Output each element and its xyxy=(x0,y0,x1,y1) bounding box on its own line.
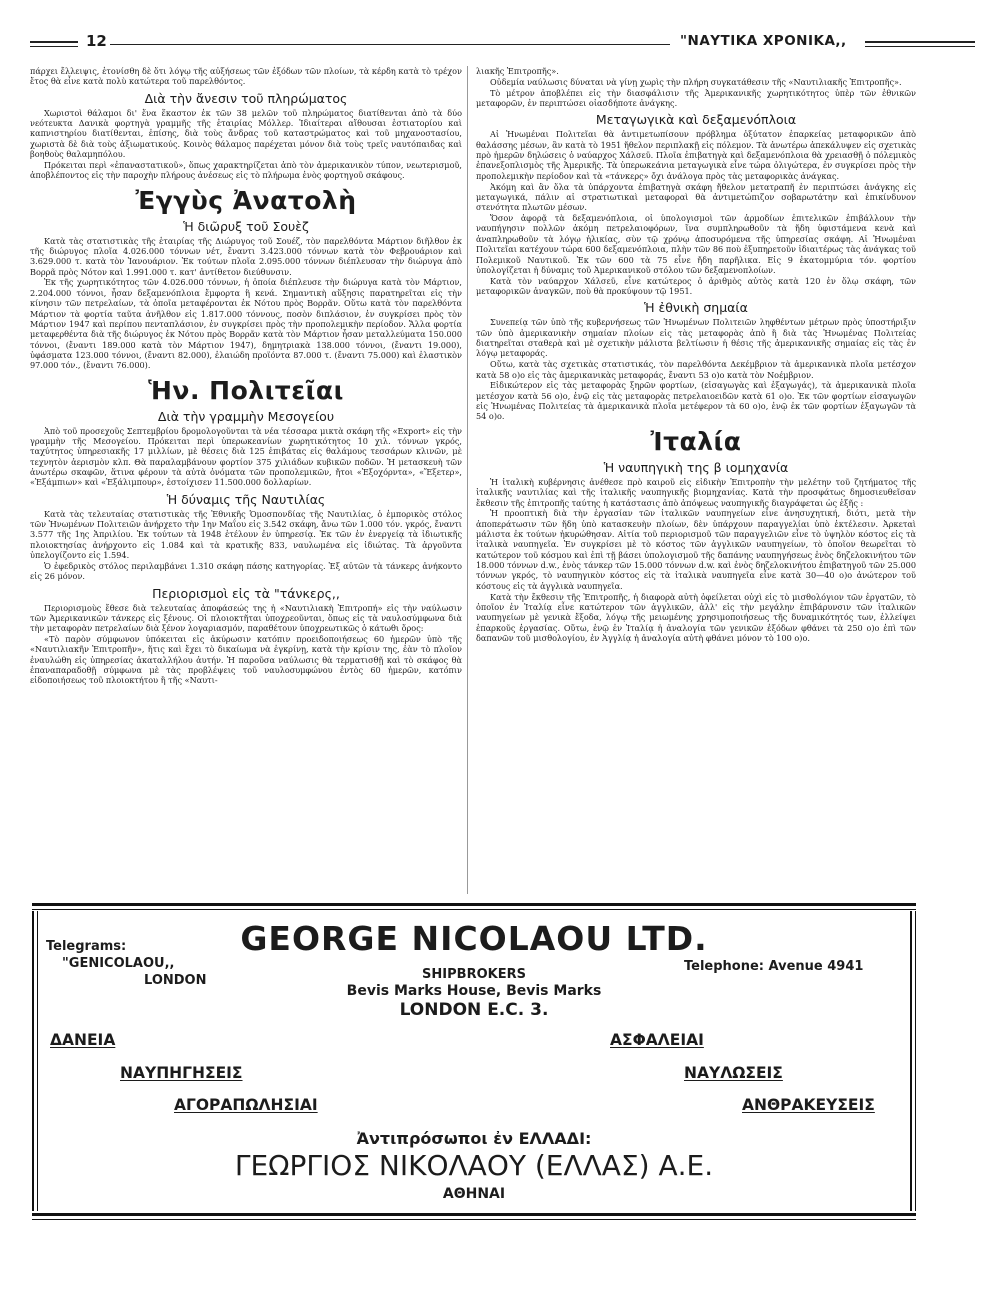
section-heading: Διὰ τὴν ἄνεσιν τοῦ πληρώματος xyxy=(144,90,348,106)
ad-service-charters: ΝΑΥΛΩΣΕΙΣ xyxy=(684,1064,783,1082)
paragraph: Αἱ Ἡνωμέναι Πολιτεῖαι θὰ ἀντιμετωπίσουν πρόβλημα ὀξύτατον ἐπαρκείας μεταφορικῶν ἀπὸ θαλάσσης μέσων, ἂν κατὰ τὸ 1951 ἤθελον περιπλακῇ εἰς πόλεμον. Τὰ ἀνωτέρω ἀπεκάλυψεν εἰς σχετικὰς πρὸ ἡμερῶν δηλώσεις ὁ ναύαρχος Χάλσεϋ. Πλοῖα ἐπιβατηγὰ καὶ δεξαμενόπλοια θὰ χρειασθῇ ὁ πόλεμικὸς ἐπανεξοπλισμὸς τῆς Ἀμερικῆς. Τὰ ὑπερωκεάνια μεταγωγικὰ εἶνε τώρα ὀλιγώτερα, ἐν συγκρίσει πρὸς τὴν προπολεμικὴν περίοδον καὶ τὰ «τάνκερς» ὄχι ἀνάλογα πρὸς τὰς μεταφορικὰς ἀνάγκας. xyxy=(476,129,916,181)
region-heading: Ἡν. Πολιτεῖαι xyxy=(148,375,344,405)
section-heading: Ἡ ἐθνικὴ σημαία xyxy=(644,300,748,316)
journal-title: "ΝΑΥΤΙΚΑ ΧΡΟΝΙΚΑ,, xyxy=(680,33,847,49)
right-column xyxy=(476,66,916,894)
header-rule-left xyxy=(30,41,78,43)
region-heading: Ἰταλία xyxy=(650,426,742,456)
paragraph: Χωριστοὶ θάλαμοι δι' ἕνα ἕκαστον ἐκ τῶν 38 μελῶν τοῦ πληρώματος διατίθενται ἀπὸ τὰ δύο νεότευκτα Δανικὰ φορτηγὰ γραμμῆς τῆς ἑταιρίας Μόλλερ. Ἰδιαίτεραι αἴθουσαι ἑστιατορίου καὶ καπνιστηρίου διατίθενται, ἐπίσης, διὰ τοὺς ἄνδρας τοῦ καταστρώματος καὶ τοῦ μηχανοστασίου, χωριστὰ δὲ διὰ τοὺς ἀξιωματικούς. Κοινὸς θάλαμος παρέχεται μόνον διὰ τοὺς τρεῖς ναυτόπαιδας καὶ βοηθοὺς θαλαμηπόλου. xyxy=(30,107,462,160)
ad-telegrams-code: "GENICOLAOU,, xyxy=(62,956,175,971)
ad-greek-company: ΓΕΩΡΓΙΟΣ ΝΙΚΟΛΑΟΥ (ΕΛΛΑΣ) Α.Ε. xyxy=(234,1149,714,1182)
ad-border-bottom xyxy=(32,1213,916,1216)
region-heading: Ἐγγὺς Ἀνατολὴ xyxy=(135,185,357,215)
paragraph: Τὸ μέτρον ἀποβλέπει εἰς τὴν διασφάλισιν τῆς Ἀμερικανικῆς χωρητικότητος ὑπὲρ τῶν ἐθνικῶν μεταφορῶν, ἐν περιπτώσει οἱασδήποτε ἀνάγκης. xyxy=(476,87,916,109)
paragraph: Ὁ ἐφεδρικὸς στόλος περιλαμβάνει 1.310 σκάφη πάσης κατηγορίας. Ἐξ αὐτῶν τὰ τάνκερς ἀνήκοντο εἰς 26 μόνον. xyxy=(30,560,462,582)
header-rule-right xyxy=(865,41,975,43)
advertisement xyxy=(32,903,916,1219)
section-heading: Περιορισμοὶ εἰς τὰ "τάνκερς,, xyxy=(152,585,340,601)
paragraph: Συνεπείᾳ τῶν ὑπὸ τῆς κυβερνήσεως τῶν Ἡνωμένων Πολιτειῶν ληφθέντων μέτρων πρὸς ὑποστήριξιν τῶν ὑπὸ ἀμερικανικὴν σημαίαν πλοίων εἰς τὰς μεταφορὰς ἀπὸ ἢ διὰ τὰς Ἡνωμένας Πολιτείας διατηρεῖται σταθερὰ καὶ μὲ σχετικὴν μάλιστα βελτίωσιν ἡ θέσις τῆς ἀμερικανικῆς σημαίας εἰς τὰς ἐν λόγῳ μεταφοράς. xyxy=(476,317,916,359)
paragraph: Εἰδικώτερον εἰς τὰς μεταφορὰς ξηρῶν φορτίων, (εἰσαγωγὰς καὶ ἐξαγωγάς), τὰ ἀμερικανικὰ πλοῖα μετέσχον κατὰ 56 ο)ο, ἐνῷ εἰς τὰς μεταφορὰς πετρελαιοειδῶν κατὰ 61 ο)ο. Ἐκ τῶν φορτίων εἰσαγωγῶν εἰς Ἡνωμένας Πολιτείας τὰ ἀμερικανικὰ πλοῖα μετέφερον τὰ 60 ο)ο, ἐνῷ ἐκ τῶν φορτίων ἐξαγωγῶν τὰ 54 ο)ο. xyxy=(476,380,916,422)
page-number: 12 xyxy=(86,32,107,50)
section-heading: Ἡ ναυπηγικὴ της β ιομηχανία xyxy=(603,459,789,475)
paragraph: Ἐκ τῆς χωρητικότητος τῶν 4.026.000 τόννων, ἡ ὁποία διέπλευσε τὴν διώρυγα κατὰ τὸν Μάρτιον, 2.204.000 τόννοι, ἦσαν δεξαμενόπλοια ἔμφορτα ἢ κενά. Σημαντικὴ αὔξησις παρατηρεῖται εἰς τὴν κίνησιν τῶν πετρελαίων, τὰ ὁποῖα μεταφέρονται ἐκ Νότου πρὸς Βορρᾶν. Οὕτω κατὰ τὸν παρελθόντα Μάρτιον τὰ φορτία ταῦτα ἀνῆλθον εἰς 1.817.000 τόννους, ποσὸν διπλάσιον, ἐν συγκρίσει πρὸς τὸν Μάρτιον 1947 καὶ περίπου πενταπλάσιον, ἐν συγκρίσει πρὸς τὴν προπολεμικὴν περίοδον. Ἄλλα φορτία μεταφερθέντα διὰ τῆς διώρυγος ἐκ Νότου πρὸς Βορρᾶν κατὰ τὸν Μάρτιον ἦσαν μεταλλεύματα 150.000 τόννοι, (ἔναντι 189.000 κατὰ τὸν Μάρτιον 1947), δημητριακὰ 138.000 τόννοι, (ἔναντι 19.000), ὑφάσματα 123.000 τόννοι, (ἔναντι 82.000), ἐλαιώδη προϊόντα 87.000 τ. (ἔναντι 75.000) καὶ ἐλαστικὸν 97.000 τόν., (ἔναντι 76.000). xyxy=(30,277,462,371)
paragraph: Κατὰ τὴν ἔκθεσιν τῆς Ἐπιτροπῆς, ἡ διαφορὰ αὐτὴ ὀφείλεται οὐχὶ εἰς τὸ μισθολόγιον τῶν ἐργατῶν, τὸ ὁποῖον ἐν Ἰταλίᾳ εἶνε κατώτερον τῶν ἀγγλικῶν, ἀλλ' εἰς τὴν μεγάλην ἐπιβάρυνσιν τῶν ἰταλικῶν ναυπηγείων μὲ γενικὰ ἔξοδα, λόγῳ τῆς μειωμένης χρησιμοποιήσεως τῆς δυναμικότητός των, ἐλλείψει ἐπαρκοῦς ἐργασίας. Οὕτω, ἐνῷ ἐν Ἰταλίᾳ ἡ ἀναλογία τῶν γενικῶν ἐξόδων φθάνει τὰ 250 ο)ο ἐπὶ τῶν δαπανῶν τοῦ μισθολογίου, ἐν Ἀγγλίᾳ ἡ ἀναλογία αὐτὴ φθάνει μόνον τὸ 100 ο)ο. xyxy=(476,591,916,643)
section-heading: Ἡ δύναμις τῆς Ναυτιλίας xyxy=(166,491,326,507)
ad-service-insurance: ΑΣΦΑΛΕΙΑΙ xyxy=(610,1031,704,1049)
paragraph: πάρχει ἔλλειψις, ἐτονίσθη δὲ ὅτι λόγῳ τῆς αὐξήσεως τῶν ἐξόδων τῶν πλοίων, τὰ κέρδη κατὰ τὸ τρέχον ἔτος θὰ εἶνε κατὰ πολὺ κατώτερα τοῦ παρελθόντος. xyxy=(30,66,462,87)
ad-greek-city: ΑΘΗΝΑΙ xyxy=(442,1186,506,1202)
column-divider xyxy=(467,66,468,894)
section-heading: Διὰ τὴν γραμμὴν Μεσογείου xyxy=(157,408,335,424)
ad-address-2: LONDON E.C. 3. xyxy=(399,1000,549,1020)
paragraph: Ἀκόμη καὶ ἂν ὅλα τὰ ὑπάρχοντα ἐπιβατηγὰ σκάφη ἤθελον μετατραπῆ ἐν περιπτώσει ἀνάγκης εἰς μεταγωγικά, πάλιν αἱ στρατιωτικαὶ μεταφοραὶ θὰ ἀντιμετώπιζον σοβαρωτάτην καὶ ἐπικίνδυνον στενότητα πλωτῶν μέσων. xyxy=(476,181,916,213)
ad-telegrams-label: Telegrams: xyxy=(46,939,127,954)
paragraph: λιακῆς Ἐπιτροπῆς». xyxy=(476,66,559,76)
section-heading: Μεταγωγικὰ καὶ δεξαμενόπλοια xyxy=(595,112,797,128)
ad-telephone: Telephone: Avenue 4941 xyxy=(684,959,864,974)
ad-service-coal: ΑΝΘΡΑΚΕΥΣΕΙΣ xyxy=(742,1096,875,1114)
paragraph: «Τὸ παρὸν σύμφωνον ὑπόκειται εἰς ἀκύρωσιν κατόπιν προειδοποιήσεως 60 ἡμερῶν ὑπὸ τῆς «Ναυτιλιακῆν Ἐπιτροπῆν», ἥτις καὶ ἔχει τὸ δικαίωμα νὰ ἐγκρίνῃ, κατὰ τὴν κρίσιν της, ἐὰν τὸ πλοῖον ἐναυλώθη εἰς ὑπηρεσίας ἀκαταλλήλου ἀυτήν. Ἡ παροῦσα ναύλωσις θὰ τερματισθῇ καὶ τὸ σκάφος θὰ ἐπαναπαραδοθῇ σύμφωνα μὲ τὰς προβλέψεις τοῦ ναυλοσυμφώνου ἐντὸς 60 ἡμερῶν, κατόπιν εἰδοποιήσεως τοῦ πλοιοκτήτου ἢ τῆς «Ναυτι- xyxy=(30,634,462,686)
ad-service-shipbuilding: ΝΑΥΠΗΓΗΣΕΙΣ xyxy=(120,1064,243,1082)
ad-service-sales: ΑΓΟΡΑΠΩΛΗΣΙΑΙ xyxy=(174,1096,318,1114)
ad-address-1: Bevis Marks House, Bevis Marks xyxy=(346,983,602,999)
paragraph: Κατὰ τὰς τελευταίας στατιστικὰς τῆς Ἐθνικῆς Ὁμοσπονδίας τῆς Ναυτιλίας, ὁ ἐμπορικὸς στόλος τῶν Ἡνωμένων Πολιτειῶν ἀνήρχετο τὴν 1ην Μαΐου εἰς 3.542 σκάφη, ἄνω τῶν 1.000 τόν. γκρός, ἔναντι 3.577 τῆς 1ης Ἀπριλίου. Ἐκ τούτων τὰ 1948 ἐτέλουν ἐν ὑπηρεσίᾳ. Ἐκ τῶν ἐν ἐνεργείᾳ τὰ ἰδιωτικῆς πλοιοκτησίας ἀνήρχοντο εἰς 1.084 καὶ τὰ κρατικῆς 833, ναυλωμένα εἰς ἰδιώτας. Τὰ ἀργοῦντα ὑπελογίζοντο εἰς 1.594. xyxy=(30,508,462,560)
section-heading: Ἡ διῶρυξ τοῦ Σουὲζ xyxy=(183,218,309,234)
ad-border-top xyxy=(32,903,916,906)
paragraph: Ἀπὸ τοῦ προσεχοῦς Σεπτεμβρίου δρομολογοῦνται τὰ νέα τέσσαρα μικτὰ σκάφη τῆς «Export» εἰς τὴν γραμμὴν τῆς Μεσογείου. Πρόκειται περὶ ὑπερωκεανίων χωρητικότητος 10 χιλ. τόννων γκρός, ταχύτητος ὑπηρεσιακῆς 17 μιλλίων, μὲ θέσεις διὰ 125 ἐπιβάτας εἰς θαλάμους τεσσάρων κλινῶν, μὲ τεχνητὸν ἀερισμὸν κλπ. Θὰ παραλαμβάνουν φορτίον 375 χιλιάδων κυβικῶν ποδῶν. Ἡ μετασκευὴ τῶν ἀνωτέρω σκαφῶν, ἅτινα φέρουν τὰ αὐτὰ ὀνόματα τῶν προπολεμικῶν, ἤτοι «Ἐξοχόρντα», «Ἔξετερ», «Ἐξάμπιων» καὶ «Ἐξάλιμπουρ», ἐστοίχισεν 11.500.000 δολλαρίων. xyxy=(30,425,462,488)
ad-company-name: GEORGE NICOLAOU LTD. xyxy=(240,919,708,958)
page-header xyxy=(30,30,975,54)
paragraph: Οὐδεμία ναύλωσις δύναται νὰ γίνῃ χωρὶς τὴν πλήρη συγκατάθεσιν τῆς «Ναυτιλιακῆς Ἐπιτροπῆς». xyxy=(490,76,902,87)
paragraph: Ἡ ἰταλικὴ κυβέρνησις ἀνέθεσε πρὸ καιροῦ εἰς εἰδικὴν Ἐπιτροπὴν τὴν μελέτην τοῦ ζητήματος τῆς ἰταλικῆς ναυτιλίας καὶ τῆς ἰταλικῆς ναυπηγικῆς βιομηχανίας. Κατὰ τὴν προσφάτως δημοσιευθεῖσαν ἔκθεσιν τῆς ἐπιτροπῆς ταύτης ἡ κατάστασις ἀπὸ ἀπόψεως ναυπηγικῆς διαγράφεται ὡς ἑξῆς : xyxy=(476,476,916,508)
ad-service-loans: ΔΑΝΕΙΑ xyxy=(50,1031,116,1049)
paragraph: Κατὰ τὰς στατιστικὰς τῆς ἑταιρίας τῆς Διώρυγος τοῦ Σουέζ, τὸν παρελθόντα Μάρτιον διῆλθον ἐκ τῆς διώρυγος πλοῖα 4.026.000 τόννων νέτ, ἔναντι 3.423.000 τόννων κατὰ τὸν Φεβρουάριον καὶ 3.629.000 τ. κατὰ τὸν Ἰανουάριον. Ἐκ τούτων πλοῖα 2.095.000 τόννων διέπλευσαν τὴν διώρυγα ἀπὸ Βορρᾶ πρὸς Νότον καὶ 1.991.000 τ. κατ' ἀντίθετον διεύθυνσιν. xyxy=(30,235,462,277)
ad-business: SHIPBROKERS xyxy=(422,967,526,982)
ad-representatives: Ἀντιπρόσωποι ἐν ΕΛΛΑΔΙ: xyxy=(356,1129,592,1148)
paragraph: Πρόκειται περὶ «ἐπαναστατικοῦ», ὅπως χαρακτηρίζεται ἀπὸ τὸν ἀμερικανικὸν τύπον, νεωτερισμοῦ, ἀποβλέποντος εἰς τὴν παροχὴν πλήρους ἀνέσεως εἰς τὸ πλήρωμα ἑνὸς φορτηγοῦ σκάφους. xyxy=(30,159,462,181)
paragraph: Οὕτω, κατὰ τὰς σχετικὰς στατιστικάς, τὸν παρελθόντα Δεκέμβριον τὰ ἀμερικανικὰ πλοῖα μετέσχον κατὰ 58 ο)ο εἰς τὰς ἀμερικανικὰς μεταφοράς, ἔναντι 53 ο)ο κατὰ τὸν Νοέμβριον. xyxy=(476,359,916,380)
paragraph: Κατὰ τὸν ναύαρχον Χάλσεϋ, εἶνε κατώτερος ὁ ἀριθμὸς αὐτὸς κατὰ 120 ἐν ὅλῳ σκάφη, τῶν μεταφορικῶν ἀναγκῶν, ποὺ θὰ προκύψουν τῷ 1951. xyxy=(476,275,916,297)
paragraph: Ὅσον ἀφορᾷ τὰ δεξαμενόπλοια, οἱ ὑπολογισμοὶ τῶν ἁρμοδίων ἐπιτελικῶν ἐπιβάλλουν τὴν ναυπήγησιν πολλῶν ἀκόμη πετρελαιοφόρων, ἵνα συμπληρωθοῦν τὰ ἤδη ὑφιστάμενα κενὰ καὶ ἀναπληρωθοῦν τὰ λόγῳ ἡλικίας, σὺν τῷ χρόνῳ ἀποσυρόμενα τῆς ὑπηρεσίας σκάφη. Αἱ Ἡνωμέναι Πολιτεῖαι κατέχουν τώρα 600 δεξαμενόπλοια, πλὴν τῶν 86 ποὺ ἐξυπηρετοῦν ἰδιαιτέρως τὰς ἀνάγκας τοῦ Πολεμικοῦ Ναυτικοῦ. Ἐκ τῶν 600 τὰ 75 εἶνε ἤδη παρῆλικα. Εἰς 9 ἑκατομμύρια τόν. φορτίου ὑπολογίζεται ἡ δύναμις τοῦ Ἀμερικανικοῦ στόλου τῶν δεξαμενοπλοίων. xyxy=(476,213,916,275)
paragraph: Περιορισμοὺς ἔθεσε διὰ τελευταίας ἀποφάσεώς της ἡ «Ναυτιλιακὴ Ἐπιτροπή» εἰς τὴν ναύλωσιν τῶν Ἀμερικανικῶν τάνκερς εἰς ξένους. Οἱ πλοιοκτῆται ὑποχρεοῦνται, ὅπως εἰς τὰ ναυλοσύμφωνα διὰ τὴν μεταφορὰν πετρελαίων διὰ ξένον λογαριασμόν, παραθέτουν ὑποχρεωτικῶς ὁ κάτωθι ὅρος: xyxy=(30,602,462,634)
left-column xyxy=(30,66,462,894)
ad-telegrams-city: LONDON xyxy=(144,973,207,988)
paragraph: Ἡ προοπτικὴ διὰ τὴν ἐργασίαν τῶν ἰταλικῶν ναυπηγείων εἶνε ἀνησυχητική, διότι, μετὰ τὴν ἀποπεράτωσιν τῶν ἤδη ὑπὸ κατασκευὴν πλοίων, δὲν ὑπάρχουν παραγγελίαι ὑπὸ ἐκτέλεσιν. Ἀρκεταὶ μάλιστα ἐκ τούτων ἠκυρώθησαν. Αἰτία τοῦ περιορισμοῦ τῶν παραγγελιῶν εἶνε τὸ ὑψηλὸν κόστος εἰς τὰ ἰταλικὰ ναυπηγεῖα. Ἐν συγκρίσει μὲ τὸ κόστος τῶν ἀγγλικῶν ναυπηγείων, τὸ ὁποῖον θεωρεῖται τὸ κατώτερον τοῦ κόσμου καὶ ἐπὶ τῇ βάσει ὑπολογισμοῦ τῆς δαπάνης ναυπηγήσεως ἑνὸς δηζελοκινήτου τῶν 18.000 τόννων d.w., ἑνὸς τάνκερ τῶν 15.000 τόννων d.w. καὶ ἑνὸς δηζελοκινήτου ἐπιβατηγοῦ τῶν 25.000 τόννων γκρός, τὸ ναυπηγικὸν κόστος εἰς τὰ ἰταλικὰ ναυπηγεῖα εἶνε κατὰ 30—40 ο)ο ἀνώτερον τοῦ κόστους εἰς τὰ ἀγγλικὰ ναυπηγεῖα. xyxy=(476,508,916,591)
